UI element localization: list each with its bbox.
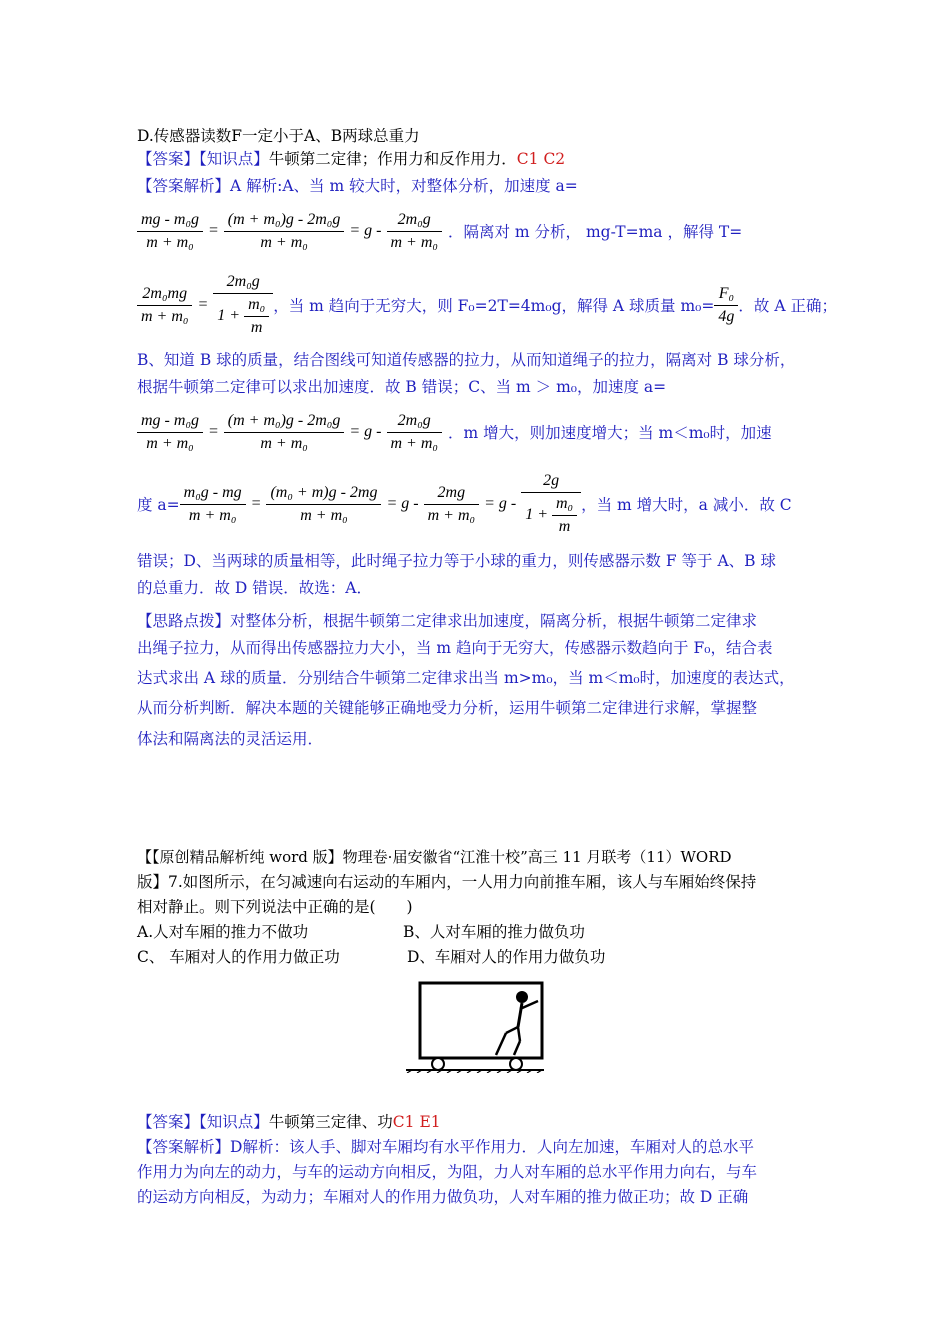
explanation-line-3-tail: ．故 A 正确；	[738, 297, 837, 315]
q7-knowledge-tag: 【知识点】	[199, 1113, 269, 1131]
q7-explanation-line-1: 【答案解析】D解析：该人手、脚对车厢均有水平作用力．人向左加速，车厢对人的总水平	[137, 1138, 754, 1156]
q7-answer-tag: 【答案】	[137, 1113, 200, 1131]
q7-explanation-line-3: 的运动方向相反，为动力；车厢对人的作用力做负功，人对车厢的推力做正功；故 D 正确	[137, 1188, 749, 1206]
fraction: $\frac{\text{2m₀g}}{\text{m + m₀}}$	[387, 211, 442, 252]
explanation-line-5: 根据牛顿第二定律可以求出加速度．故 B 错误；C、当 m ＞ m₀，加速度 a=	[137, 378, 667, 396]
explanation-line-2: ．隔离对 m 分析， mg-T=ma ，解得 T=	[447, 223, 743, 241]
tips-line-2: 出绳子拉力，从而得出传感器拉力大小，当 m 趋向于无穷大，传感器示数趋向于 F₀，结合表	[137, 639, 773, 657]
q7-knowledge-text: 牛顿第三定律、功	[268, 1113, 393, 1131]
fraction: $\frac{\text{(m + m₀)g - 2m₀g}}{\text{m + m₀}}$	[224, 412, 345, 453]
explanation-line-6: ．m 增大，则加速度增大；当 m＜m₀时，加速	[447, 424, 772, 442]
question-7-header-2: 版】7.如图所示，在匀减速向右运动的车厢内，一人用力向前推车厢，该人与车厢始终保持	[137, 873, 757, 891]
answer-line	[137, 149, 565, 169]
tips-line-1: 【思路点拨】对整体分析，根据牛顿第二定律求出加速度，隔离分析，根据牛顿第二定律求	[137, 612, 758, 630]
explanation-line-9: 的总重力．故 D 错误．故选：A．	[137, 579, 372, 597]
fraction: $\frac{\text{mg - m₀g}}{\text{m + m₀}}$	[137, 211, 203, 252]
answer-tag: 【答案】	[137, 150, 200, 168]
formula-row-2: $\frac{\text{2m₀mg}}{\text{m + m₀}}$ = 2m₀g 1 + $\frac{\text{m₀}}{m}$ ，当 m 趋向于无穷大，则 F₀=2T=4m₀g，解得 A 球质量 m₀= $\frac{\text{F₀}}{4g}$ ．故 A 正确；	[137, 270, 837, 340]
formula-row-4: 度 a= $\frac{\text{m₀g - mg}}{\text{m + m₀}}$ = $\frac{\text{(m₀ + m)g - 2mg}}{\text{m + m₀}}$ = g - $\frac{2mg}{\text{m + m₀}}$ = g - 2g 1 + $\frac{\text{m₀}}{m}$ ，当 m 增大时，a 减小．故 C	[137, 472, 792, 535]
knowledge-codes: C1 C2	[516, 150, 566, 168]
tips-line-4: 从而分析判断．解决本题的关键能够正确地受力分析，运用牛顿第二定律进行求解，掌握整	[137, 699, 758, 717]
acceleration-label: 度 a=	[137, 496, 180, 514]
option-a: A.人对车厢的推力不做功	[137, 923, 309, 941]
fraction: 2g 1 + $\frac{\text{m₀}}{m}$	[521, 472, 581, 536]
explanation-line-3: ，当 m 趋向于无穷大，则 F₀=2T=4m₀g，解得 A 球质量 m₀=	[273, 297, 715, 315]
explanation-line-7: ，当 m 增大时，a 减小．故 C	[581, 496, 792, 514]
question-7-header-3: 相对静止。则下列说法中正确的是( )	[137, 898, 413, 916]
tips-line-5: 体法和隔离法的灵活运用．	[137, 730, 324, 748]
option-b: B、人对车厢的推力做负功	[403, 923, 585, 941]
fraction: $\frac{\text{2m₀g}}{\text{m + m₀}}$	[387, 412, 442, 453]
explanation-line-4: B、知道 B 球的质量，结合图线可知道传感器的拉力，从而知道绳子的拉力，隔离对 B 球分析，	[137, 351, 796, 369]
fraction: $\frac{\text{(m + m₀)g - 2m₀g}}{\text{m + m₀}}$	[224, 211, 345, 252]
knowledge-tag: 【知识点】	[199, 150, 269, 168]
q7-answer-line	[137, 1112, 441, 1132]
tips-tag: 【思路点拨】	[137, 612, 231, 630]
explanation-line-1: 【答案解析】A 解析:A、当 m 较大时，对整体分析，加速度 a=	[137, 177, 578, 195]
fraction: $\frac{\text{F₀}}{4g}$	[714, 285, 738, 326]
q7-explanation-line-2: 作用力为向左的动力，与车的运动方向相反，为阻，力人对车厢的总水平作用力向右，与车	[137, 1163, 758, 1181]
question-7-header-1: 【【原创精品解析纯 word 版】物理卷·届安徽省“江淮十校”高三 11 月联考（11）WORD	[137, 848, 732, 866]
fraction: $\frac{\text{(m₀ + m)g - 2mg}}{\text{m + m₀}}$	[266, 484, 381, 525]
tips-line-3: 达式求出 A 球的质量．分别结合牛顿第二定律求出当 m>m₀，当 m＜m₀时，加速度的表达式，	[137, 669, 795, 687]
knowledge-text: 牛顿第二定律；作用力和反作用力．	[268, 150, 517, 168]
q7-explanation-tag: 【答案解析】	[137, 1138, 231, 1156]
option-d: D.传感器读数F一定小于A、B两球总重力	[137, 127, 420, 145]
cart-diagram	[398, 975, 550, 1073]
formula-row-3: $\frac{\text{mg - m₀g}}{\text{m + m₀}}$ = $\frac{\text{(m + m₀)g - 2m₀g}}{\text{m + m₀}}$ = g - $\frac{\text{2m₀g}}{\text{m + m₀}}$ ．m 增大，则加速度增大；当 m＜m₀时，加速	[137, 406, 772, 458]
fraction: $\frac{2mg}{\text{m + m₀}}$	[424, 484, 479, 525]
fraction: 2m₀g 1 + $\frac{\text{m₀}}{m}$	[213, 273, 273, 337]
formula-row-1: $\frac{\text{mg - m₀g}}{\text{m + m₀}}$ = $\frac{\text{(m + m₀)g - 2m₀g}}{\text{m + m₀}}$ = g - $\frac{\text{2m₀g}}{\text{m + m₀}}$ ．隔离对 m 分析， mg-T=ma ，解得 T=	[137, 205, 742, 257]
fraction: $\frac{\text{2m₀mg}}{\text{m + m₀}}$	[137, 285, 192, 326]
option-c: C、 车厢对人的作用力做正功	[137, 948, 340, 966]
q7-knowledge-codes: C1 E1	[392, 1113, 441, 1131]
option-d-q7: D、车厢对人的作用力做负功	[407, 948, 606, 966]
explanation-line-8: 错误；D、当两球的质量相等，此时绳子拉力等于小球的重力，则传感器示数 F 等于 A、B 球	[137, 552, 776, 570]
fraction: $\frac{\text{mg - m₀g}}{\text{m + m₀}}$	[137, 412, 203, 453]
fraction: $\frac{\text{m₀g - mg}}{\text{m + m₀}}$	[180, 484, 246, 525]
